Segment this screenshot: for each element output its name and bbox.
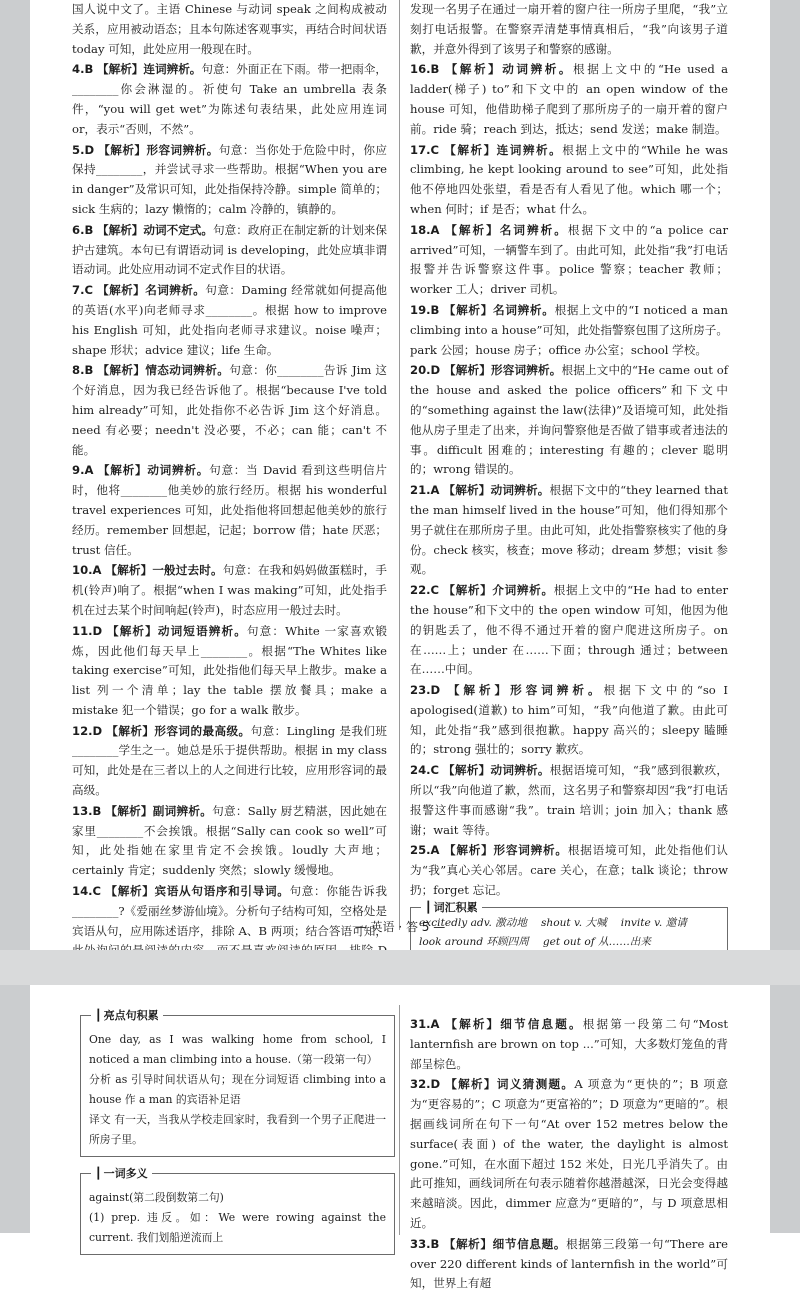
answer-item <box>410 60 728 139</box>
answer-explanation: 句意：Sally 厨艺精湛，因此她在家里________不会挨饿。根据“Sally can cook so well”可知，此处指她在家里肯定不会挨饿。loudly 大声地；certainly 肯定；suddenly 突然；slowly 缓慢地。 <box>72 803 387 878</box>
answer-explanation: 根据上文中的“He had to enter the house”和下文中的 the open window 可知，他因为他的钥匙丢了，他不得不通过开着的窗户爬进这所房子。on 在……上；under 在……下面；through 通过；between 在……中间。 <box>410 583 728 677</box>
highlight-line-1: One day, as I was walking home from school, I noticed a man climbing into a house.（第一段第一句） <box>89 1033 386 1066</box>
answer-number: 25.A <box>410 843 440 858</box>
answer-number: 10.A <box>72 563 102 578</box>
highlight-sentence-title: ┃ 亮点句积累 <box>91 1006 163 1026</box>
left-column <box>72 0 387 982</box>
vocabulary-entry: invite v. 邀请 <box>620 916 687 929</box>
answer-number: 6.B <box>72 222 94 237</box>
vocabulary-entry: look around 环顾四周 <box>419 935 529 948</box>
answer-label: 【解析】名词辨析。 <box>97 283 206 298</box>
polysemy-title: ┃ 一词多义 <box>91 1164 152 1184</box>
answer-explanation: 句意：当你处于危险中时，你应保持________，并尝试寻求一些帮助。根据“When you are in danger”及常识可知，此处指保持冷静。simple 简单的；sick 生病的；lazy 懒惰的；calm 冷静的，镇静的。 <box>72 142 387 216</box>
bottom-right-column <box>410 1015 728 1295</box>
answer-label: 【解析】动词短语辨析。 <box>106 623 247 638</box>
answer-number: 9.A <box>72 463 94 478</box>
answer-number: 23.D <box>410 683 441 698</box>
answer-item <box>410 361 728 480</box>
polysemy-line-2: (1) prep. 违反。如：We were rowing against the current. 我们划船逆流而上 <box>89 1211 386 1244</box>
answer-item <box>72 722 387 801</box>
answer-number: 18.A <box>410 222 440 237</box>
answer-explanation: 句意：你能告诉我________?《爱丽丝梦游仙境》。分析句子结构可知，空格处是宾语从句，应用陈述语序，排除 A、B 两项；结合答语可知， <box>72 884 387 938</box>
answer-item <box>72 141 387 220</box>
answer-label: 【解析】形容词辨析。 <box>444 363 562 378</box>
answer-item <box>410 581 728 680</box>
answer-number: 20.D <box>410 363 441 378</box>
answer-item <box>72 361 387 460</box>
page-gutter <box>0 950 800 985</box>
answer-explanation: 根据第三段第一句“There are over 220 different kinds of lanternfish in the world”可知，世界上有超 <box>410 1236 728 1291</box>
answer-item <box>72 0 387 59</box>
answer-label: 【解析】介词辨析。 <box>443 583 554 598</box>
polysemy-box <box>80 1167 395 1255</box>
answer-explanation: A 项意为“更快的”；B 项意为“更容易的”；C 项意为“更富裕的”；D 项意为“更暗的”。根据画线词所在句下一句“At over 152 metres below the surface(表面) of the water, the daylight is almost gone.”可知，在水面下超过 152 米处，日光几乎消失了。由此可推知，画线词所在句表示随着你越潜越深，日光会变得越来越暗淡。因此，dimmer 应意为“更暗的”，与 D 项意思相近。 <box>410 1077 728 1230</box>
highlight-line-2: 分析 as 引导时间状语从句；现在分词短语 climbing into a house 作 a man 的宾语补足语 <box>89 1073 386 1106</box>
answer-number: 8.B <box>72 363 94 378</box>
answer-explanation: 根据上文中的“He came out of the house and asked the police officers”和下文中的“something against the law(法律)”及语境可知，此处指他从房子里走了出来，并询问警察他是否做了错事或者违法的事。difficult 困难的；interesting 有趣的；clever 聪明的；wrong 错误的。 <box>410 363 729 477</box>
answer-label: 【解析】名词辨析。 <box>443 302 555 317</box>
answer-number: 7.C <box>72 283 93 298</box>
answer-explanation: 句意：外面正在下雨。带一把雨伞，________你会淋湿的。祈使句 Take an umbrella 表条件，“you will get wet”为陈述句表结果，此处应用连词 or，表示“否则，不然”。 <box>72 62 387 136</box>
highlight-line-3: 译文 有一天，当我从学校走回家时，我看到一个男子正爬进一所房子里。 <box>89 1113 386 1146</box>
answer-number: 19.B <box>410 302 440 317</box>
page-edge-right <box>770 0 800 1233</box>
answer-item <box>72 281 387 360</box>
answer-number: 22.C <box>410 583 440 598</box>
answer-item <box>410 761 728 840</box>
vocabulary-entry: shout v. 大喊 <box>540 916 607 929</box>
answer-explanation: 句意：政府正在制定新的计划来保护古建筑。本句已有谓语动词 is developing，此处应填非谓语动词。此处应用动词不定式作目的状语。 <box>72 222 387 277</box>
answer-explanation: 根据上文中的“I noticed a man climbing into a house”可知，此处指警察包围了这所房子。park 公园；house 房子；office 办公室；school 学校。 <box>410 302 728 357</box>
answer-number: 13.B <box>72 803 102 818</box>
page-footer: — 英语 · 答 5 — <box>354 920 446 934</box>
answer-explanation: 句意：你________告诉 Jim 这个好消息，因为我已经告诉他了。根据“because I've told him already”可知，此处指你不必告诉 Jim 这个好消息。need 有必要；needn't 没必要，不必；can 能；can't 不能。 <box>72 363 387 457</box>
answer-explanation: 句意：当 David 看到这些明信片时，他将________他美妙的旅行经历。根据 his wonderful travel experiences 可知，此处指他将回想起他美妙的旅行经历。remember 回想起，记起；borrow 借；hate 厌恶；trust 信任。 <box>72 463 387 557</box>
vocabulary-row <box>419 933 719 952</box>
vocabulary-entry: excitedly adv. 激动地 <box>419 916 527 929</box>
answer-number: 5.D <box>72 142 95 157</box>
highlight-sentence-box <box>80 1009 395 1157</box>
answer-label: 【解析】情态动词辨析。 <box>97 363 230 378</box>
answer-label: 【解析】副词辨析。 <box>105 803 213 818</box>
answer-number: 12.D <box>72 723 103 738</box>
answer-label: 【解析】宾语从句语序和引导词。 <box>105 884 290 899</box>
answer-explanation: 根据下文中的“they learned that the man himself lived in the house”可知，他们得知那个男子就住在那所房子里。由此可知，此处指警察核实了他的身份。check 核实，核查；move 移动；dream 梦想；visit 参观。 <box>410 483 728 577</box>
answer-explanation: 根据下文中的“so I apologised(道歉) to him”可知，“我”向他道了歉。由此可知，此处指“我”感到很抱歉。happy 高兴的；sleepy 瞌睡的；strong 强壮的；sorry 歉疚。 <box>410 683 729 757</box>
answer-label: 【解析】词义猜测题。 <box>445 1077 575 1092</box>
answer-number: 33.B <box>410 1236 440 1251</box>
answer-item <box>410 301 728 360</box>
answer-label: 【解析】一般过去时。 <box>105 563 223 578</box>
answer-page-5 <box>30 0 770 950</box>
answer-item <box>410 1075 728 1233</box>
answer-explanation: 根据下文中的“a police car arrived”可知，一辆警车到了。由此可知，此处指“我”打电话报警并告诉警察这件事。police 警察；teacher 教师；worker 工人；driver 司机。 <box>410 222 728 297</box>
answer-item <box>72 221 387 280</box>
answer-label: 【解析】形容词的最高级。 <box>106 723 251 738</box>
answer-explanation: 句意：在我和妈妈做蛋糕时，手机(铃声)响了。根据“when I was making”可知，此处指手机在过去某个时间响起(铃声)，时态应用一般过去时。 <box>72 563 387 617</box>
answer-item <box>410 841 728 900</box>
answer-item <box>72 60 387 139</box>
vocabulary-entry: get out of 从……出来 <box>542 935 651 948</box>
column-divider <box>399 0 400 930</box>
answer-number: 4.B <box>72 62 94 77</box>
answer-item <box>410 681 728 760</box>
answer-explanation: 根据上文中的“He used a ladder(梯子) to”和下文中的 an open window of the house 可知，他借助梯子爬到了那所房子的一扇开着的窗户前。ride 骑；reach 到达，抵达；send 发送；make 制造。 <box>410 62 728 136</box>
answer-number: 21.A <box>410 483 440 498</box>
answer-number: 31.A <box>410 1017 440 1031</box>
answer-label: 【解析】形容词辨析。 <box>444 843 568 858</box>
answer-item <box>72 802 387 881</box>
answer-explanation: 根据语境可知，“我”感到很歉疚，所以“我”向他道了歉，然而，这名男子和警察却因“我”打电话报警这件事而感谢“我”。train 培训；join 加入；thank 感谢；wait 等待。 <box>410 763 729 837</box>
polysemy-line-1: against(第二段倒数第二句) <box>89 1191 224 1204</box>
column-divider-bottom <box>399 1005 400 1235</box>
answer-item <box>410 0 728 59</box>
answer-label: 【解析】形容词辨析。 <box>98 142 219 157</box>
vocabulary-box-title: ┃ 词汇积累 <box>421 898 482 917</box>
answer-page-next <box>30 985 770 1291</box>
answer-label: 【解析】名词辨析。 <box>445 222 568 237</box>
answer-label: 【解析】动词辨析。 <box>443 763 550 778</box>
answer-explanation: 根据上文中的“While he was climbing, he kept looking around to see”可知，此处指他不停地四处张望，看是否有人看见了他。which 哪一个；when 何时；if 是否；what 什么。 <box>410 142 728 216</box>
answer-item <box>72 461 387 560</box>
answer-item <box>72 622 387 721</box>
answer-label: 【解析】动词辨析。 <box>443 483 550 498</box>
answer-label: 【解析】细节信息题。 <box>445 1017 583 1031</box>
answer-item <box>410 141 728 220</box>
answer-number: 11.D <box>72 623 103 638</box>
answer-explanation: 发现一名男子在通过一扇开着的窗户往一所房子里爬，“我”立刻打电话报警。在警察弄清楚事情真相后，“我”向该男子道歉，并意外得到了该男子和警察的感谢。 <box>410 2 728 56</box>
right-column <box>410 0 728 978</box>
answer-label: 【解析】细节信息题。 <box>443 1236 567 1251</box>
answer-item <box>72 561 387 620</box>
answer-number: 14.C <box>72 884 102 899</box>
answer-item <box>410 221 728 300</box>
answer-label: 【解析】动词辨析。 <box>97 463 210 478</box>
answer-number: 24.C <box>410 763 440 778</box>
answer-explanation: 国人说中文了。主语 Chinese 与动词 speak 之间构成被动关系，应用被动语态；且本句陈述客观事实，再结合时间状语 today 可知，此处应用一般现在时。 <box>72 2 387 56</box>
answer-label: 【解析】连词辨析。 <box>444 142 563 157</box>
bottom-left-column <box>80 1009 395 1271</box>
answer-item <box>410 1235 728 1294</box>
answer-number: 32.D <box>410 1077 441 1092</box>
answer-explanation: 句意：White 一家喜欢锻炼，因此他们每天早上________。根据“The Whites like taking exercise”可知，此处指他们每天早上散步。make a list 列一个清单；lay the table 摆放餐具；make a mistake 犯一个错误；go for a walk 散步。 <box>72 623 387 717</box>
answer-label: 【解析】形容词辨析。 <box>447 683 604 698</box>
answer-number: 17.C <box>410 142 440 157</box>
answer-item <box>410 481 728 580</box>
page-edge-left <box>0 0 30 1233</box>
answer-number: 16.B <box>410 62 440 77</box>
answer-explanation: 根据第一段第二句“Most lanternfish are brown on top ...”可知，大多数灯笼鱼的背部呈棕色。 <box>410 1017 728 1071</box>
answer-label: 【解析】连词辨析。 <box>97 62 202 77</box>
answer-item <box>410 1015 728 1074</box>
answer-explanation: 句意：Lingling 是我们班________学生之一。她总是乐于提供帮助。根据 in my class 可知，此处是在三者以上的人之间进行比较，应用形容词的最高级。 <box>72 723 387 798</box>
answer-label: 【解析】动词不定式。 <box>97 222 214 237</box>
answer-explanation: 根据语境可知，此处指他们认为“我”真心关心邻居。care 关心，在意；talk 谈论；throw 扔；forget 忘记。 <box>410 843 728 898</box>
answer-label: 【解析】动词辨析。 <box>445 62 574 77</box>
answer-explanation: 句意：Daming 经常就如何提高他的英语(水平)向老师寻求________。根据 how to improve his English 可知，此处指向老师寻求建议。noise 噪声；shape 形状；advice 建议；life 生命。 <box>72 283 388 357</box>
